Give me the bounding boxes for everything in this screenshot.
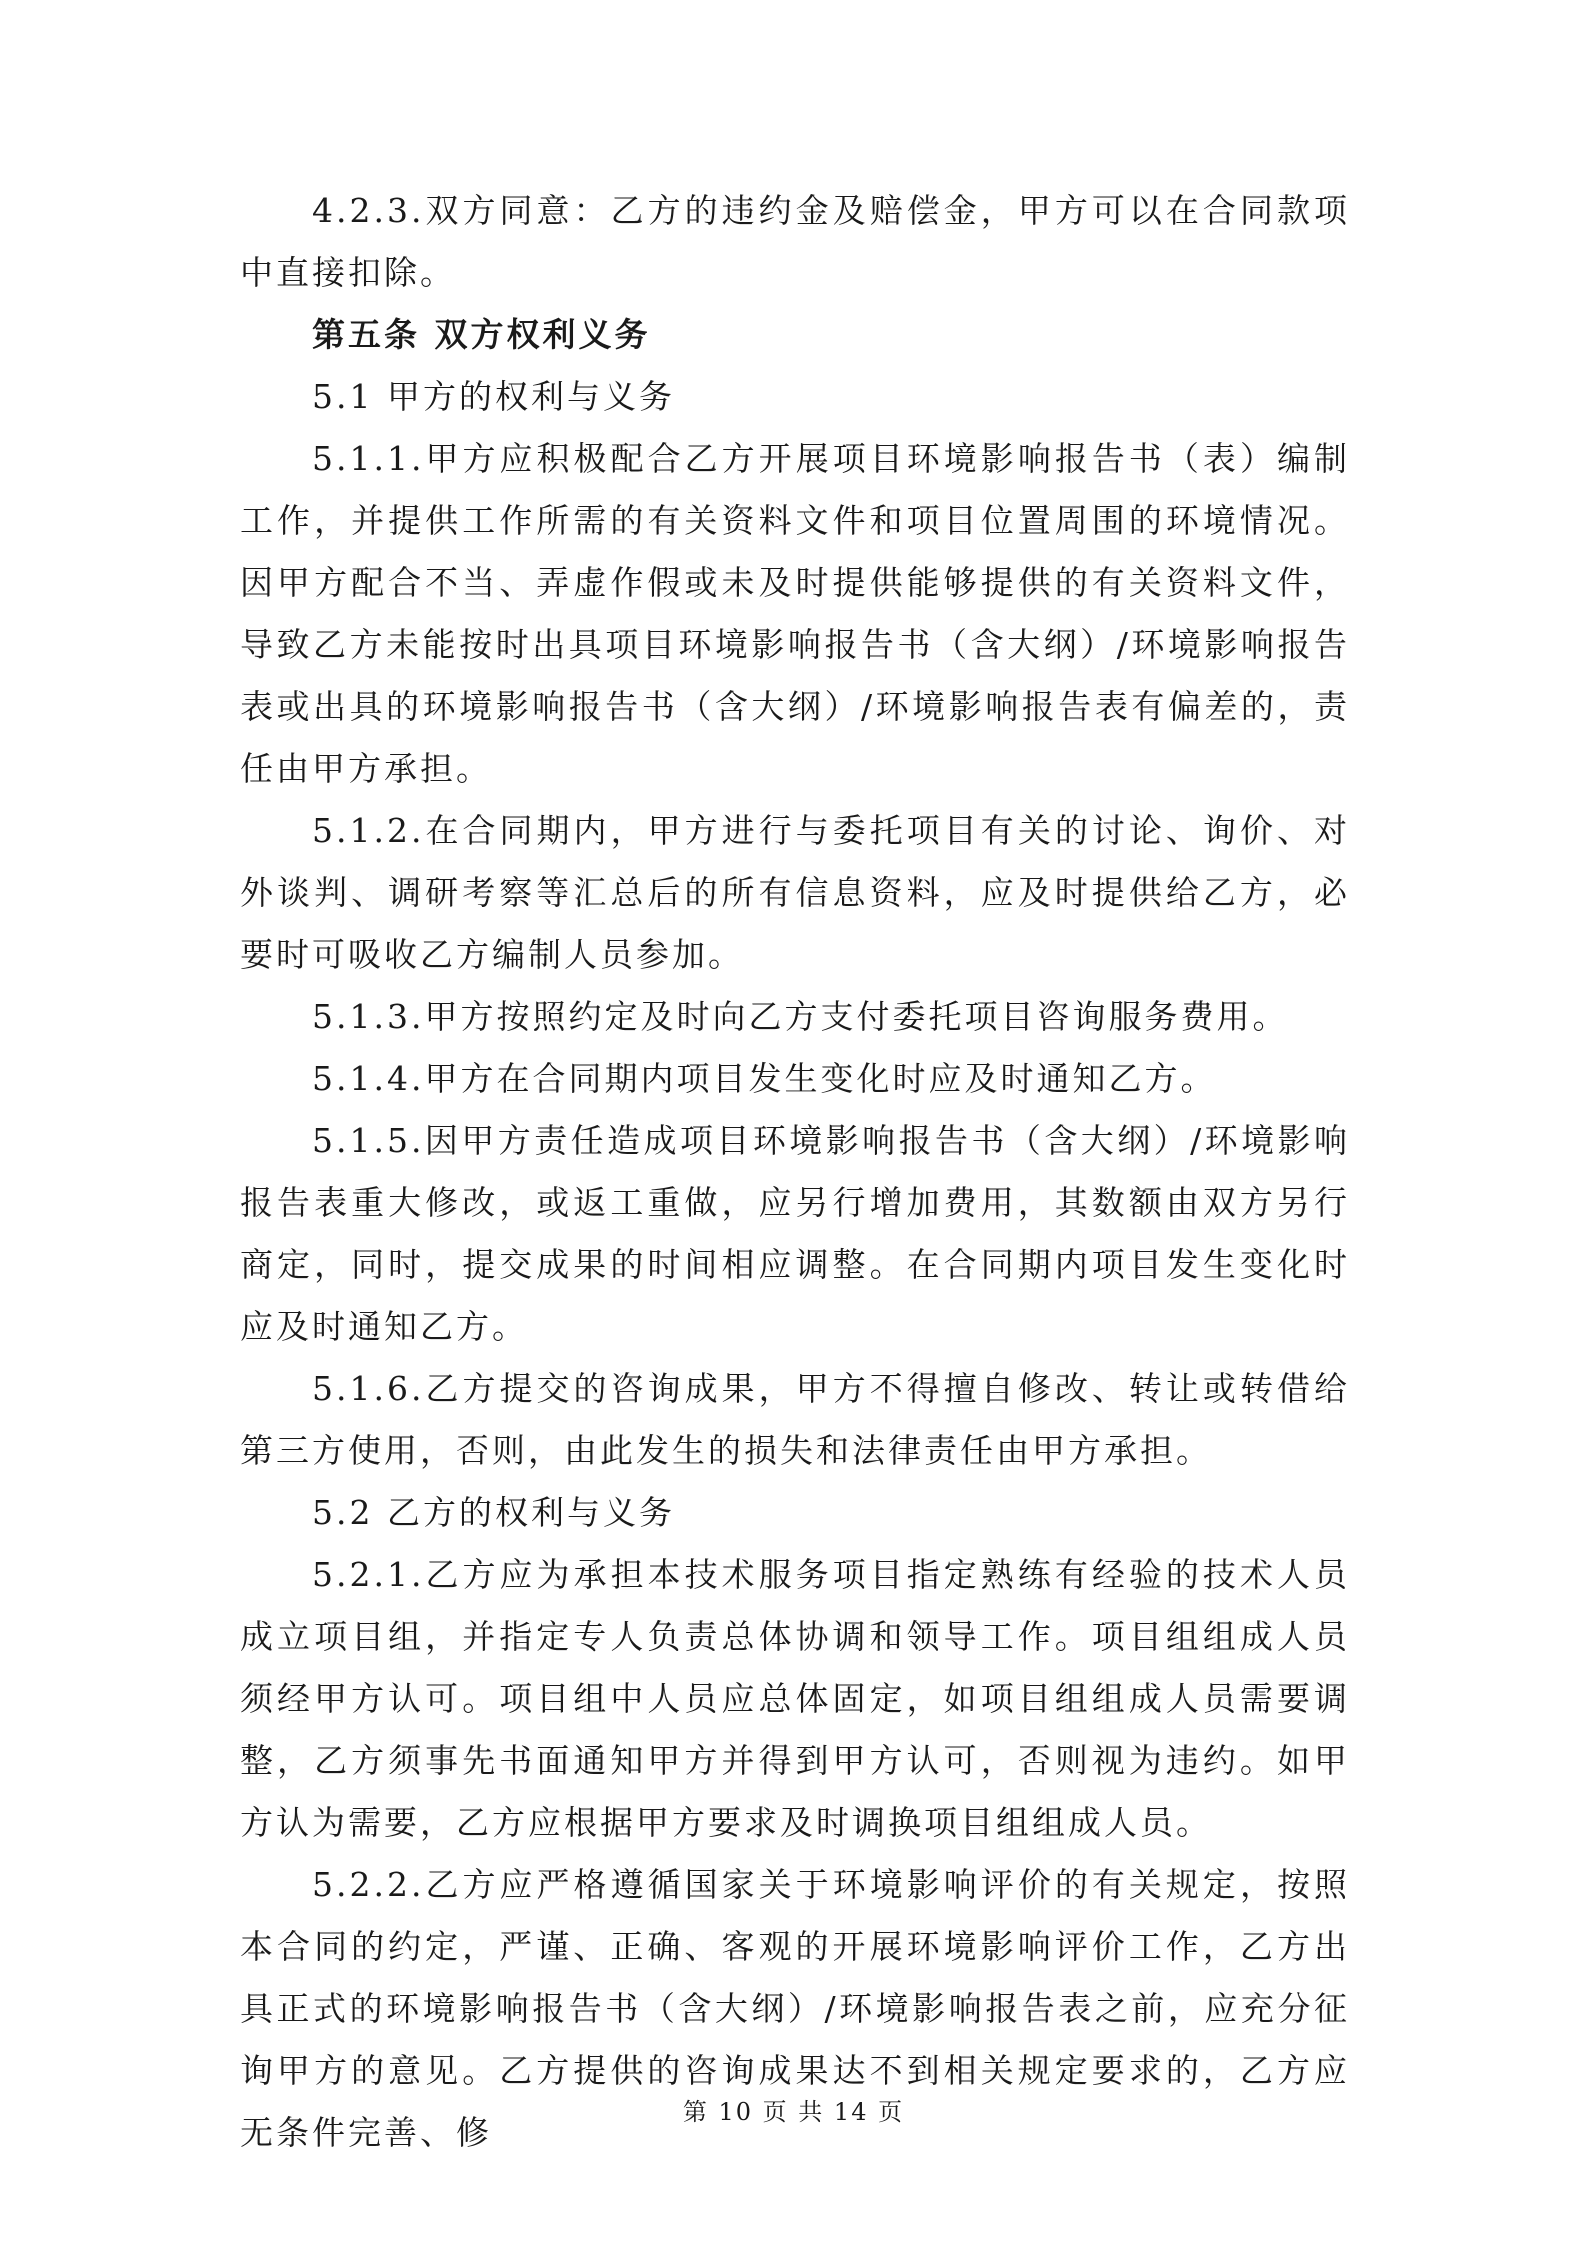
paragraph-5-1-4: 5.1.4.甲方在合同期内项目发生变化时应及时通知乙方。: [312, 1059, 1217, 1098]
paragraph-5-1-3: 5.1.3.甲方按照约定及时向乙方支付委托项目咨询服务费用。: [312, 997, 1289, 1036]
section-heading-article-5: 第五条 双方权利义务: [312, 315, 651, 354]
paragraph-4-2-3: 4.2.3.双方同意：乙方的违约金及赔偿金，甲方可以在合同款项中直接扣除。: [240, 191, 1350, 292]
paragraph-5-1-1: 5.1.1.甲方应积极配合乙方开展项目环境影响报告书（表）编制工作，并提供工作所需的有关资料文件和项目位置周围的环境情况。因甲方配合不当、弄虚作假或未及时提供能够提供的有关资料文件，导致乙方未能按时出具项目环境影响报告书（含大纲）/环境影响报告表或出具的环境影响报告书（含大纲）/环境影响报告表有偏差的，责任由甲方承担。: [240, 439, 1350, 788]
document-body: [240, 180, 1350, 2164]
paragraph-5-2-2: 5.2.2.乙方应严格遵循国家关于环境影响评价的有关规定，按照本合同的约定，严谨、正确、客观的开展环境影响评价工作，乙方出具正式的环境影响报告书（含大纲）/环境影响报告表之前，应充分征询甲方的意见。乙方提供的咨询成果达不到相关规定要求的，乙方应无条件完善、修: [240, 1865, 1350, 2152]
paragraph-5-1-6: 5.1.6.乙方提交的咨询成果，甲方不得擅自修改、转让或转借给第三方使用，否则，由此发生的损失和法律责任由甲方承担。: [240, 1369, 1350, 1470]
subsection-5-1-title: 5.1 甲方的权利与义务: [312, 377, 675, 416]
paragraph-5-1-5: 5.1.5.因甲方责任造成项目环境影响报告书（含大纲）/环境影响报告表重大修改，或返工重做，应另行增加费用，其数额由双方另行商定，同时，提交成果的时间相应调整。在合同期内项目发生变化时应及时通知乙方。: [240, 1121, 1350, 1346]
paragraph-5-1-2: 5.1.2.在合同期内，甲方进行与委托项目有关的讨论、询价、对外谈判、调研考察等汇总后的所有信息资料，应及时提供给乙方，必要时可吸收乙方编制人员参加。: [240, 811, 1350, 974]
page-number-footer: 第 10 页 共 14 页: [682, 2098, 905, 2126]
paragraph-5-2-1: 5.2.1.乙方应为承担本技术服务项目指定熟练有经验的技术人员成立项目组，并指定专人负责总体协调和领导工作。项目组组成人员须经甲方认可。项目组中人员应总体固定，如项目组组成人员需要调整，乙方须事先书面通知甲方并得到甲方认可，否则视为违约。如甲方认为需要，乙方应根据甲方要求及时调换项目组组成人员。: [240, 1555, 1350, 1842]
subsection-5-2-title: 5.2 乙方的权利与义务: [312, 1493, 675, 1532]
